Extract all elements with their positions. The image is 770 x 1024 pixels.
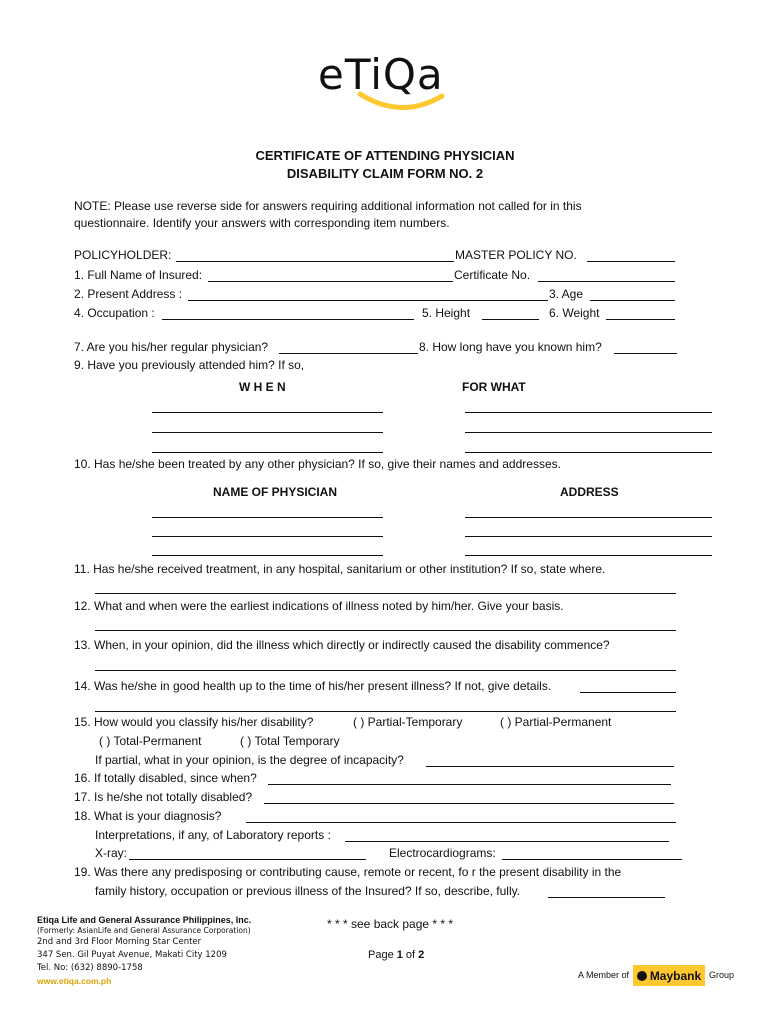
q18-lab-field[interactable] [345,841,669,842]
q17-field[interactable] [264,803,674,804]
master-policy-label: MASTER POLICY NO. [455,248,577,262]
q19-field[interactable] [548,897,665,898]
q13-label: 13. When, in your opinion, did the illness which directly or indirectly caused the disability commence? [74,638,610,652]
q10-address-line-3[interactable] [465,555,712,556]
etiqa-logo [318,50,444,99]
q10-name-header: NAME OF PHYSICIAN [213,485,338,499]
age-label: 3. Age [549,287,584,301]
q15-total-permanent-option[interactable]: ( ) Total-Permanent [99,734,202,748]
note-line-1: NOTE: Please use reverse side for answers requiring additional information not called for in this [74,199,582,213]
q9-for-what-line-1[interactable] [465,412,712,413]
full-name-field[interactable] [208,281,453,282]
q14-field-2[interactable] [95,711,676,712]
q14-field-1[interactable] [580,692,676,693]
age-field[interactable] [590,300,675,301]
logo-text: eTiQa [318,50,444,99]
q18-lab-label: Interpretations, if any, of Laboratory reports : [95,828,331,842]
q15-partial-degree-field[interactable] [426,766,674,767]
q10-label: 10. Has he/she been treated by any other physician? If so, give their names and addresses. [74,457,561,471]
q13-field[interactable] [95,670,676,671]
q10-address-line-1[interactable] [465,517,712,518]
q10-name-line-3[interactable] [152,555,383,556]
q9-label: 9. Have you previously attended him? If so, [74,358,305,372]
master-policy-field[interactable] [587,261,675,262]
footer-formerly: (Formerly: AsianLife and General Assurance Corporation) [37,926,251,935]
weight-label: 6. Weight [549,306,600,320]
q19-label-line-1: 19. Was there any predisposing or contributing cause, remote or recent, fo r the present disability in the [74,865,622,879]
q9-when-line-1[interactable] [152,412,383,413]
page-number: Page 1 of 2 [368,949,425,961]
height-field[interactable] [482,319,539,320]
q11-label: 11. Has he/she received treatment, in any hospital, sanitarium or other institution? If so, state where. [74,562,606,576]
q8-field[interactable] [614,353,677,354]
q10-address-line-2[interactable] [465,536,712,537]
q12-field[interactable] [95,630,676,631]
q10-name-line-1[interactable] [152,517,383,518]
q18-diagnosis-field[interactable] [246,822,676,823]
q8-label: 8. How long have you known him? [419,340,602,354]
q17-label: 17. Is he/she not totally disabled? [74,790,253,804]
present-address-field[interactable] [188,300,548,301]
q14-label: 14. Was he/she in good health up to the time of his/her present illness? If not, give details. [74,679,552,693]
occupation-label: 4. Occupation : [74,306,155,320]
q18-xray-label: X-ray: [95,846,128,860]
footer-company: Etiqa Life and General Assurance Philippines, Inc. [37,915,252,925]
maybank-tiger-icon [637,971,647,981]
q18-label: 18. What is your diagnosis? [74,809,222,823]
q15-label: 15. How would you classify his/her disability? [74,715,314,729]
weight-field[interactable] [606,319,675,320]
logo-smile-icon [356,90,446,120]
q9-for-what-line-3[interactable] [465,452,712,453]
form-title: CERTIFICATE OF ATTENDING PHYSICIAN [255,148,515,163]
present-address-label: 2. Present Address : [74,287,183,301]
maybank-logo [633,965,705,986]
group-label: Group [709,970,735,980]
q9-when-line-2[interactable] [152,432,383,433]
policyholder-label: POLICYHOLDER: [74,248,172,262]
form-subtitle: DISABILITY CLAIM FORM NO. 2 [286,166,484,181]
q10-name-line-2[interactable] [152,536,383,537]
footer-url-link[interactable]: www.etiqa.com.ph [37,976,112,986]
q7-label: 7. Are you his/her regular physician? [74,340,269,354]
footer-address-2: 347 Sen. Gil Puyat Avenue, Makati City 1209 [37,950,227,960]
q7-field[interactable] [279,353,418,354]
footer-address-1: 2nd and 3rd Floor Morning Star Center [37,937,202,947]
q9-for-what-line-2[interactable] [465,432,712,433]
q9-for-what-header: FOR WHAT [462,380,526,394]
see-back-page: * * * see back page * * * [327,917,454,931]
footer-tel: Tel. No: (632) 8890-1758 [37,963,143,973]
q9-when-header: W H E N [239,380,286,394]
q18-ecg-field[interactable] [502,859,682,860]
q12-label: 12. What and when were the earliest indications of illness noted by him/her. Give your basis. [74,599,564,613]
q11-field[interactable] [95,593,676,594]
q18-xray-field[interactable] [129,859,366,860]
certificate-no-label: Certificate No. [454,268,531,282]
note-line-2: questionnaire. Identify your answers with corresponding item numbers. [74,216,450,230]
q15-partial-temporary-option[interactable]: ( ) Partial-Temporary [353,715,463,729]
policyholder-field[interactable] [176,261,454,262]
member-of-label: A Member of [578,970,630,980]
q19-label-line-2: family history, occupation or previous illness of the Insured? If so, describe, fully. [95,884,521,898]
certificate-no-field[interactable] [538,281,675,282]
q16-label: 16. If totally disabled, since when? [74,771,257,785]
maybank-logo-text: Maybank [649,968,702,983]
q10-address-header: ADDRESS [560,485,619,499]
q15-partial-permanent-option[interactable]: ( ) Partial-Permanent [500,715,612,729]
q15-partial-degree-label: If partial, what in your opinion, is the degree of incapacity? [95,753,404,767]
height-label: 5. Height [422,306,471,320]
q9-when-line-3[interactable] [152,452,383,453]
q18-ecg-label: Electrocardiograms: [389,846,496,860]
q15-total-temporary-option[interactable]: ( ) Total Temporary [240,734,340,748]
full-name-label: 1. Full Name of Insured: [74,268,203,282]
q16-field[interactable] [268,784,671,785]
occupation-field[interactable] [162,319,414,320]
